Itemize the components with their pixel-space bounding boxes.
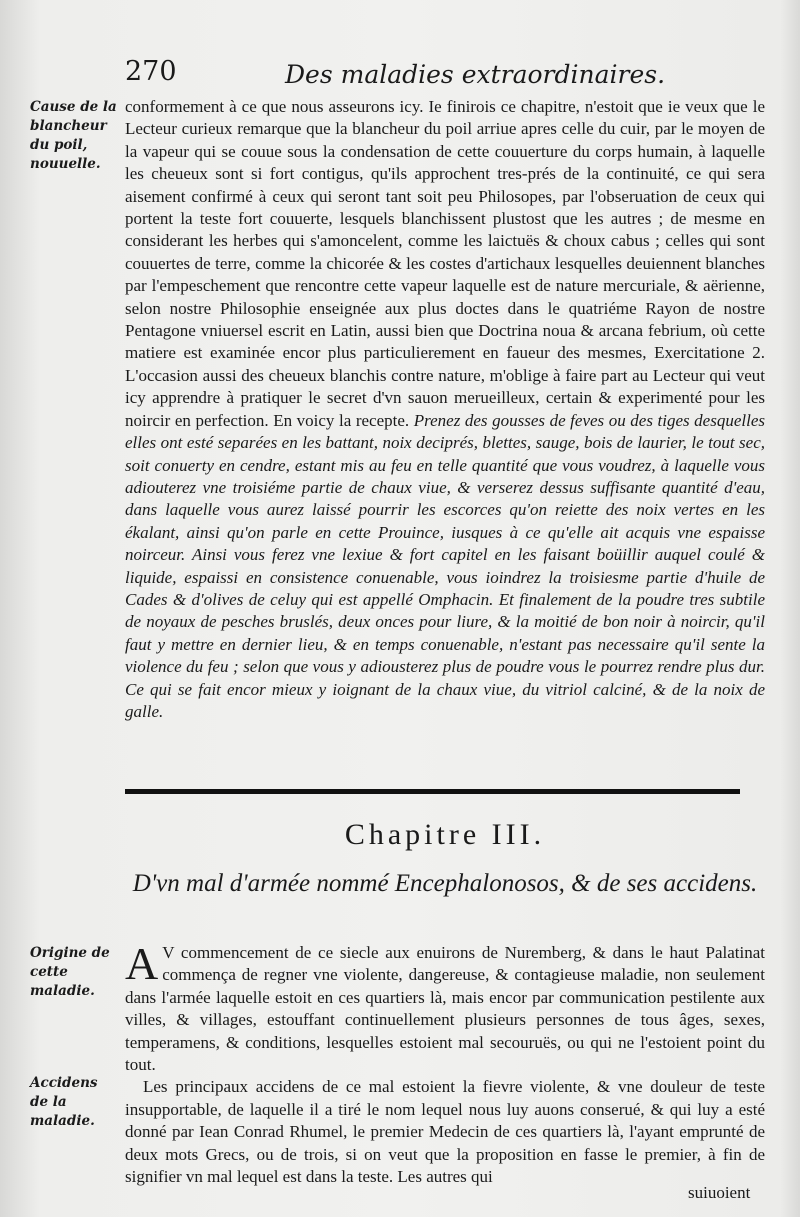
chapter-title: Chapitre III. xyxy=(344,818,546,851)
page-number: 270 xyxy=(125,56,177,87)
drop-cap: A xyxy=(125,938,159,989)
chapter-subtitle: D'vn mal d'armée nommé Encephalonosos, & de ses accidens. xyxy=(132,870,758,897)
chapter-rule xyxy=(125,789,740,794)
section-one-recipe: Prenez des gousses de feves ou des tiges desquelles elles ont esté separées en les battant, noix deciprés, blettes, sauge, bois de laurier, le tout sec, soit conuerty en cendre, estant mis au feu en telle quantité que vous voudrez, à laquelle vous adiouterez vne troisiéme partie de chaux viue, & verserez dessus suffisante quantité d'eau, dans laquelle vous aurez laissé pourrir les escorces qu'on reiette des noix vertes en les ékalant, ainsi qu'on parle en cette Prouince, iusques à ce qu'elle ait acquis vne espaisse noirceur. Ainsi vous ferez vne lexiue & fort capitel en les faisant boüillir auquel coulé & liquide, espaissi en consistence conuenable, vous ioindrez la troisiesme partie d'huile de Cades & d'olives de celuy qui est appellé Omphacin. Et finalement de la poudre tres subtile de noyaux de pesches bruslés, deux onces pour liure, & la moitié de bon noir à noircir, qu'il faut y mettre en dernier lieu, & en temps conuenable, n'estant pas necessaire qu'il sente la violence du feu ; selon que vous y adiousterez plus de poudre vous le pourrez rendre plus dur. Ce qui se fait encor mieux y ioignant de la chaux viue, du vitriol calciné, & de la noix de galle. xyxy=(125,410,766,721)
section-two-paragraph-one: A V commencement de ce siecle aux enuirons de Nuremberg, & dans le haut Palatinat commença de regner vne violente, dangereuse, & contagieuse maladie, non seulement dans l'armée laquelle estoit en ces quartiers là, mais encor par communication pestilente aux villes, & villages, estouffant continuellement plusieurs personnes de tous âges, sexes, temperamens, & conditions, lesquelles estoient mal secouruës, ou qui ne l'estoient point du tout. xyxy=(125,938,765,1075)
running-head: Des maladies extraordinaires. xyxy=(285,60,666,89)
section-one-paragraph: conformement à ce que nous asseurons icy. Ie finirois ce chapitre, n'estoit que ie veux que le Lecteur curieux remarque que la blancheur du poil arriue apres celle du cuir, par le moyen de la vapeur qui se couue sous la condensation de cette couuerture du corps humain, à laquelle les cheueux sont si fort contigus, qu'ils approchent tres-prés de la continuité, ce qui sera aisement confirmé à ceux qui seront tant soit peu Philosopes, par l'obseruation de ceux qui portent la teste fort couuerte, lesquels blanchissent plustost que les autres ; de mesme en considerant les herbes qui s'amoncelent, comme les laictuës & choux cabus ; celles qui sont couuertes de terre, comme la chicorée & les costes d'artichaux lesquelles deuiennent blanches par l'empeschement que rencontre cette vapeur laquelle est de nature mercuriale, & aërienne, selon nostre Philosophie enseignée aux plus doctes dans le quatriéme Rayon de nostre Pentagone vniuersel escrit en Latin, aussi bien que Doctrina noua & arcana febrium, où cette matiere est examinée encor plus particulierement en faueur des mesmes, Exercitatione 2. L'occasion aussi des cheueux blanchis contre nature, m'oblige à faire part au Lecteur qui veut icy apprendre à pratiquer le secret d'vn sauon merueilleux, certain & experimenté pour les noircir en perfection. En voicy la recepte. xyxy=(125,97,765,430)
page-header xyxy=(125,52,765,92)
margin-note-origin: Origine de cette maladie. xyxy=(30,945,110,999)
margin-note-accidents: Accidens de la maladie. xyxy=(30,1075,98,1129)
margin-note-cause: Cause de la blancheur du poil, nouuelle. xyxy=(30,99,117,172)
section-two-paragraph-two: Les principaux accidens de ce mal estoient la fievre violente, & vne douleur de teste insupportable, de laquelle il a tiré le nom lequel nous luy auons conserué, & qui luy a esté donné par Iean Conrad Rhumel, le premier Medecin de ces quartiers là, l'ayant emprunté de deux mots Grecs, ou de trois, si on veut que la proposition en fasse le premier, à fin de signifier vn mal lequel est dans la teste. Les autres qui xyxy=(125,1077,765,1187)
section-one xyxy=(125,96,765,723)
section-two xyxy=(125,938,765,1188)
catchword: suiuoient xyxy=(688,1183,751,1202)
